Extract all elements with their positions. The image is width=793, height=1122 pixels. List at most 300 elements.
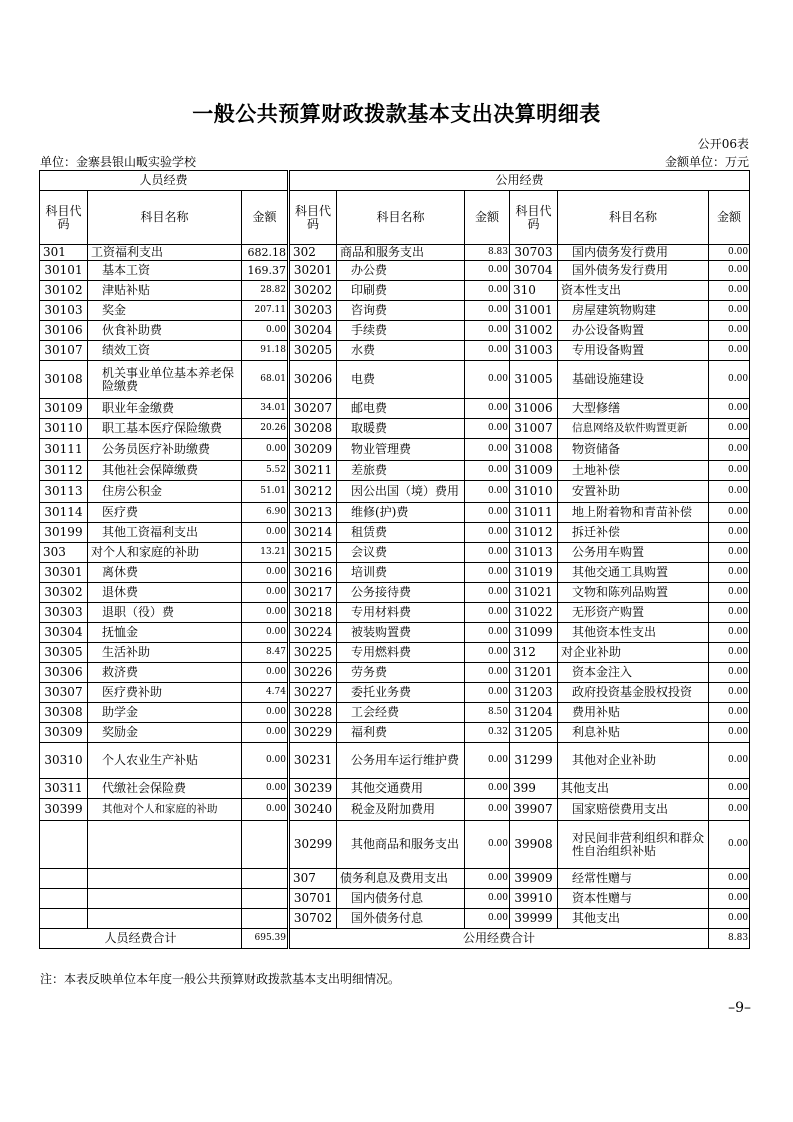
amount <box>242 909 289 929</box>
amount: 0.00 <box>709 523 750 543</box>
subject-name: 会议费 <box>337 543 465 563</box>
subject-code: 30310 <box>40 743 88 779</box>
amount: 0.00 <box>709 281 750 301</box>
subject-name: 公务接待费 <box>337 583 465 603</box>
amount: 0.00 <box>709 779 750 799</box>
table-row <box>40 723 750 743</box>
subject-code: 30201 <box>289 261 337 281</box>
amount: 207.11 <box>242 301 289 321</box>
subject-code: 30309 <box>40 723 88 743</box>
table-row <box>40 583 750 603</box>
subject-name: 专用燃料费 <box>337 643 465 663</box>
header-code: 科目代码 <box>40 191 88 245</box>
subject-name: 公务用车运行维护费 <box>337 743 465 779</box>
table-row <box>40 301 750 321</box>
table-row <box>40 245 750 261</box>
header-code: 科目代码 <box>510 191 558 245</box>
subject-code: 30399 <box>40 799 88 821</box>
subject-name: 医疗费补助 <box>88 683 242 703</box>
subject-code: 30226 <box>289 663 337 683</box>
subject-name: 绩效工资 <box>88 341 242 361</box>
table-row <box>40 683 750 703</box>
subject-code: 30229 <box>289 723 337 743</box>
subject-code: 31099 <box>510 623 558 643</box>
amount: 0.00 <box>465 563 510 583</box>
subject-name: 公务员医疗补助缴费 <box>88 439 242 461</box>
subject-code: 31002 <box>510 321 558 341</box>
subject-code: 30108 <box>40 361 88 399</box>
subject-name: 助学金 <box>88 703 242 723</box>
amount: 0.00 <box>709 563 750 583</box>
amount: 28.82 <box>242 281 289 301</box>
amount: 8.47 <box>242 643 289 663</box>
amount: 0.00 <box>465 909 510 929</box>
subject-code: 30214 <box>289 523 337 543</box>
amount: 4.74 <box>242 683 289 703</box>
subject-code: 30239 <box>289 779 337 799</box>
amount: 0.00 <box>242 723 289 743</box>
amount: 0.00 <box>242 563 289 583</box>
table-row <box>40 399 750 419</box>
subject-code <box>40 909 88 929</box>
subject-code: 31012 <box>510 523 558 543</box>
amount: 20.26 <box>242 419 289 439</box>
amount: 0.00 <box>709 683 750 703</box>
table-row <box>40 889 750 909</box>
personnel-total-label: 人员经费合计 <box>40 929 242 949</box>
subject-code: 31022 <box>510 603 558 623</box>
subject-name: 安置补助 <box>558 481 709 503</box>
amount: 0.00 <box>465 361 510 399</box>
amount: 0.00 <box>465 779 510 799</box>
amount: 34.01 <box>242 399 289 419</box>
subject-name: 无形资产购置 <box>558 603 709 623</box>
subject-name: 费用补贴 <box>558 703 709 723</box>
subject-name: 房屋建筑物购建 <box>558 301 709 321</box>
table-row <box>40 419 750 439</box>
amount: 0.00 <box>709 481 750 503</box>
amount: 0.00 <box>465 481 510 503</box>
subject-code: 30204 <box>289 321 337 341</box>
amount: 0.00 <box>709 245 750 261</box>
amount: 0.00 <box>709 301 750 321</box>
subject-name: 资本性支出 <box>558 281 709 301</box>
table-row <box>40 481 750 503</box>
amount: 0.00 <box>709 869 750 889</box>
amount: 0.00 <box>465 743 510 779</box>
page-title: 一般公共预算财政拨款基本支出决算明细表 <box>192 101 601 126</box>
subject-name: 维修(护)费 <box>337 503 465 523</box>
subject-name: 因公出国（境）费用 <box>337 481 465 503</box>
subject-name: 其他交通工具购置 <box>558 563 709 583</box>
table-row <box>40 603 750 623</box>
amount <box>242 869 289 889</box>
subject-name: 福利费 <box>337 723 465 743</box>
amount: 0.00 <box>465 583 510 603</box>
subject-name: 物业管理费 <box>337 439 465 461</box>
subject-name: 取暖费 <box>337 419 465 439</box>
header-name: 科目名称 <box>558 191 709 245</box>
subject-code: 30114 <box>40 503 88 523</box>
table-row <box>40 869 750 889</box>
amount: 0.00 <box>242 603 289 623</box>
subject-name: 其他对个人和家庭的补助 <box>88 799 242 821</box>
subject-code: 30224 <box>289 623 337 643</box>
amount: 0.00 <box>465 399 510 419</box>
subject-code: 31011 <box>510 503 558 523</box>
subject-name: 手续费 <box>337 321 465 341</box>
amount: 0.00 <box>465 261 510 281</box>
amount: 0.00 <box>709 321 750 341</box>
personnel-total-amount: 695.39 <box>242 929 289 949</box>
subject-code: 30106 <box>40 321 88 341</box>
subject-code: 30704 <box>510 261 558 281</box>
subject-code: 30107 <box>40 341 88 361</box>
amount: 0.00 <box>242 743 289 779</box>
subject-name: 专用材料费 <box>337 603 465 623</box>
amount: 0.00 <box>709 909 750 929</box>
amount: 0.00 <box>709 643 750 663</box>
table-row <box>40 261 750 281</box>
subject-name: 商品和服务支出 <box>337 245 465 261</box>
subject-code: 30211 <box>289 461 337 481</box>
subject-name: 信息网络及软件购置更新 <box>558 419 709 439</box>
subject-name: 代缴社会保险费 <box>88 779 242 799</box>
subject-code: 31010 <box>510 481 558 503</box>
subject-name: 退职（役）费 <box>88 603 242 623</box>
subject-name: 培训费 <box>337 563 465 583</box>
header-name: 科目名称 <box>88 191 242 245</box>
subject-name: 其他商品和服务支出 <box>337 821 465 869</box>
subject-code: 399 <box>510 779 558 799</box>
subject-name: 差旅费 <box>337 461 465 481</box>
subject-code: 31201 <box>510 663 558 683</box>
subject-code: 30113 <box>40 481 88 503</box>
subject-code: 30212 <box>289 481 337 503</box>
subject-name: 职工基本医疗保险缴费 <box>88 419 242 439</box>
table-row <box>40 503 750 523</box>
subject-code: 30205 <box>289 341 337 361</box>
amount: 0.00 <box>709 821 750 869</box>
subject-code: 30304 <box>40 623 88 643</box>
amount: 13.21 <box>242 543 289 563</box>
subject-name: 税金及附加费用 <box>337 799 465 821</box>
subject-name: 印刷费 <box>337 281 465 301</box>
subject-name: 文物和陈列品购置 <box>558 583 709 603</box>
subject-name: 医疗费 <box>88 503 242 523</box>
subject-name: 公务用车购置 <box>558 543 709 563</box>
amount: 0.00 <box>242 663 289 683</box>
subject-name <box>88 821 242 869</box>
table-row <box>40 703 750 723</box>
subject-code: 30213 <box>289 503 337 523</box>
amount: 0.00 <box>465 301 510 321</box>
amount: 0.00 <box>709 399 750 419</box>
amount: 0.00 <box>465 683 510 703</box>
amount: 0.00 <box>465 439 510 461</box>
subject-name: 基本工资 <box>88 261 242 281</box>
subject-name: 其他社会保障缴费 <box>88 461 242 481</box>
subject-name: 土地补偿 <box>558 461 709 481</box>
header-amount: 金额 <box>465 191 510 245</box>
table-row <box>40 799 750 821</box>
subject-name: 水费 <box>337 341 465 361</box>
subject-code: 30209 <box>289 439 337 461</box>
footnote: 注：本表反映单位本年度一般公共预算财政拨款基本支出明细情况。 <box>40 972 401 986</box>
subject-name: 物资储备 <box>558 439 709 461</box>
subject-code: 310 <box>510 281 558 301</box>
table-row <box>40 341 750 361</box>
subject-name: 劳务费 <box>337 663 465 683</box>
subject-code: 30102 <box>40 281 88 301</box>
amount: 0.00 <box>709 361 750 399</box>
subject-code: 31013 <box>510 543 558 563</box>
subject-code: 302 <box>289 245 337 261</box>
subject-name: 伙食补助费 <box>88 321 242 341</box>
subject-name: 基础设施建设 <box>558 361 709 399</box>
subject-code: 31009 <box>510 461 558 481</box>
amount: 169.37 <box>242 261 289 281</box>
subject-code: 31021 <box>510 583 558 603</box>
amount: 91.18 <box>242 341 289 361</box>
subject-code: 31299 <box>510 743 558 779</box>
subject-name: 其他支出 <box>558 909 709 929</box>
subject-code: 312 <box>510 643 558 663</box>
subject-code: 30228 <box>289 703 337 723</box>
amount: 0.00 <box>709 543 750 563</box>
subject-name: 专用设备购置 <box>558 341 709 361</box>
public-total-label: 公用经费合计 <box>289 929 709 949</box>
header-personnel: 人员经费 <box>40 171 289 191</box>
header-code: 科目代码 <box>289 191 337 245</box>
amount: 0.00 <box>709 439 750 461</box>
amount: 0.00 <box>709 623 750 643</box>
amount: 0.00 <box>242 799 289 821</box>
amount: 0.00 <box>709 341 750 361</box>
amount: 0.00 <box>465 643 510 663</box>
subject-name: 奖金 <box>88 301 242 321</box>
amount: 0.00 <box>709 703 750 723</box>
subject-code: 303 <box>40 543 88 563</box>
amount: 0.00 <box>465 663 510 683</box>
subject-name <box>88 889 242 909</box>
amount: 0.00 <box>465 821 510 869</box>
subject-name: 其他工资福利支出 <box>88 523 242 543</box>
subject-name: 利息补贴 <box>558 723 709 743</box>
table-row <box>40 909 750 929</box>
subject-name: 经常性赠与 <box>558 869 709 889</box>
subject-name: 办公设备购置 <box>558 321 709 341</box>
amount: 0.00 <box>242 439 289 461</box>
table-row <box>40 779 750 799</box>
table-row <box>40 523 750 543</box>
amount: 0.00 <box>465 419 510 439</box>
amount: 0.00 <box>465 603 510 623</box>
subject-name: 政府投资基金股权投资 <box>558 683 709 703</box>
table-row <box>40 743 750 779</box>
amount: 0.00 <box>242 779 289 799</box>
table-row <box>40 281 750 301</box>
subject-code: 30202 <box>289 281 337 301</box>
table-row <box>40 321 750 341</box>
table-row <box>40 361 750 399</box>
page-number: –9– <box>728 1000 751 1016</box>
subject-code: 30199 <box>40 523 88 543</box>
amount: 0.00 <box>465 281 510 301</box>
amount: 0.00 <box>465 869 510 889</box>
subject-code: 30308 <box>40 703 88 723</box>
subject-code <box>40 889 88 909</box>
amount: 51.01 <box>242 481 289 503</box>
subject-code: 30227 <box>289 683 337 703</box>
amount: 0.00 <box>242 583 289 603</box>
subject-code: 31005 <box>510 361 558 399</box>
subject-name: 个人农业生产补贴 <box>88 743 242 779</box>
header-name: 科目名称 <box>337 191 465 245</box>
subject-code: 30109 <box>40 399 88 419</box>
subject-code: 39910 <box>510 889 558 909</box>
amount: 0.00 <box>709 583 750 603</box>
expenditure-table <box>39 170 750 949</box>
subject-name: 国内债务发行费用 <box>558 245 709 261</box>
subject-code: 30101 <box>40 261 88 281</box>
header-public: 公用经费 <box>289 171 750 191</box>
subject-code: 30305 <box>40 643 88 663</box>
subject-name: 对企业补助 <box>558 643 709 663</box>
subject-name: 其他支出 <box>558 779 709 799</box>
subject-name: 其他对企业补助 <box>558 743 709 779</box>
subject-name: 国外债务发行费用 <box>558 261 709 281</box>
subject-code: 30217 <box>289 583 337 603</box>
amount: 0.00 <box>465 461 510 481</box>
amount: 0.00 <box>465 503 510 523</box>
amount: 0.00 <box>465 623 510 643</box>
subject-name: 生活补助 <box>88 643 242 663</box>
subject-code: 31203 <box>510 683 558 703</box>
subject-name: 被装购置费 <box>337 623 465 643</box>
subject-code: 30203 <box>289 301 337 321</box>
subject-code: 301 <box>40 245 88 261</box>
subject-code: 31204 <box>510 703 558 723</box>
subject-code: 39999 <box>510 909 558 929</box>
subject-code: 30231 <box>289 743 337 779</box>
amount: 5.52 <box>242 461 289 481</box>
amount: 0.00 <box>709 419 750 439</box>
subject-code: 30240 <box>289 799 337 821</box>
subject-code: 30299 <box>289 821 337 869</box>
subject-code: 30110 <box>40 419 88 439</box>
amount: 0.00 <box>465 523 510 543</box>
subject-code: 30112 <box>40 461 88 481</box>
subject-name: 资本金注入 <box>558 663 709 683</box>
subject-name: 救济费 <box>88 663 242 683</box>
subject-code: 39907 <box>510 799 558 821</box>
subject-name: 离休费 <box>88 563 242 583</box>
amount: 0.00 <box>709 723 750 743</box>
subject-code: 30208 <box>289 419 337 439</box>
subject-name: 其他资本性支出 <box>558 623 709 643</box>
amount: 0.00 <box>709 603 750 623</box>
subject-code: 30311 <box>40 779 88 799</box>
unit-label: 单位：金寨县银山畈实验学校 <box>40 155 197 169</box>
subject-code: 30703 <box>510 245 558 261</box>
table-row <box>40 543 750 563</box>
subject-name: 邮电费 <box>337 399 465 419</box>
subject-name: 职业年金缴费 <box>88 399 242 419</box>
subject-name: 工资福利支出 <box>88 245 242 261</box>
subject-code: 30216 <box>289 563 337 583</box>
subject-name: 大型修缮 <box>558 399 709 419</box>
amount: 0.00 <box>465 341 510 361</box>
subject-name: 奖励金 <box>88 723 242 743</box>
table-row <box>40 821 750 869</box>
subject-code: 39908 <box>510 821 558 869</box>
subject-code: 31019 <box>510 563 558 583</box>
subject-code: 30307 <box>40 683 88 703</box>
subject-name: 委托业务费 <box>337 683 465 703</box>
amount <box>242 889 289 909</box>
table-row <box>40 663 750 683</box>
subject-code <box>40 869 88 889</box>
header-amount: 金额 <box>242 191 289 245</box>
amount: 682.18 <box>242 245 289 261</box>
subject-name <box>88 909 242 929</box>
table-row <box>40 439 750 461</box>
subject-code: 31001 <box>510 301 558 321</box>
subject-name: 租赁费 <box>337 523 465 543</box>
amount: 0.00 <box>465 321 510 341</box>
subject-name: 机关事业单位基本养老保险缴费 <box>88 361 242 399</box>
subject-name: 国内债务付息 <box>337 889 465 909</box>
public-total-amount: 8.83 <box>709 929 750 949</box>
amount: 0.00 <box>242 623 289 643</box>
amount: 0.00 <box>709 889 750 909</box>
subject-code: 30301 <box>40 563 88 583</box>
subject-code: 30225 <box>289 643 337 663</box>
subject-name: 退休费 <box>88 583 242 603</box>
amount: 8.50 <box>465 703 510 723</box>
subject-code: 39909 <box>510 869 558 889</box>
subject-name: 办公费 <box>337 261 465 281</box>
subject-code: 30306 <box>40 663 88 683</box>
subject-name: 电费 <box>337 361 465 399</box>
amount: 0.00 <box>709 663 750 683</box>
amount: 0.32 <box>465 723 510 743</box>
amount: 0.00 <box>242 523 289 543</box>
subject-code: 30206 <box>289 361 337 399</box>
table-code: 公开06表 <box>697 137 749 151</box>
subject-code: 30103 <box>40 301 88 321</box>
money-unit-label: 金额单位：万元 <box>664 155 749 169</box>
subject-code: 31003 <box>510 341 558 361</box>
amount: 0.00 <box>709 261 750 281</box>
header-amount: 金额 <box>709 191 750 245</box>
amount: 8.83 <box>465 245 510 261</box>
amount <box>242 821 289 869</box>
subject-name: 津贴补贴 <box>88 281 242 301</box>
subject-name <box>88 869 242 889</box>
amount: 0.00 <box>465 543 510 563</box>
table-row <box>40 643 750 663</box>
subject-code: 30701 <box>289 889 337 909</box>
subject-name: 地上附着物和青苗补偿 <box>558 503 709 523</box>
subject-name: 对个人和家庭的补助 <box>88 543 242 563</box>
amount: 0.00 <box>709 503 750 523</box>
subject-code: 30702 <box>289 909 337 929</box>
table-row <box>40 461 750 481</box>
subject-code: 31008 <box>510 439 558 461</box>
subject-code: 30303 <box>40 603 88 623</box>
